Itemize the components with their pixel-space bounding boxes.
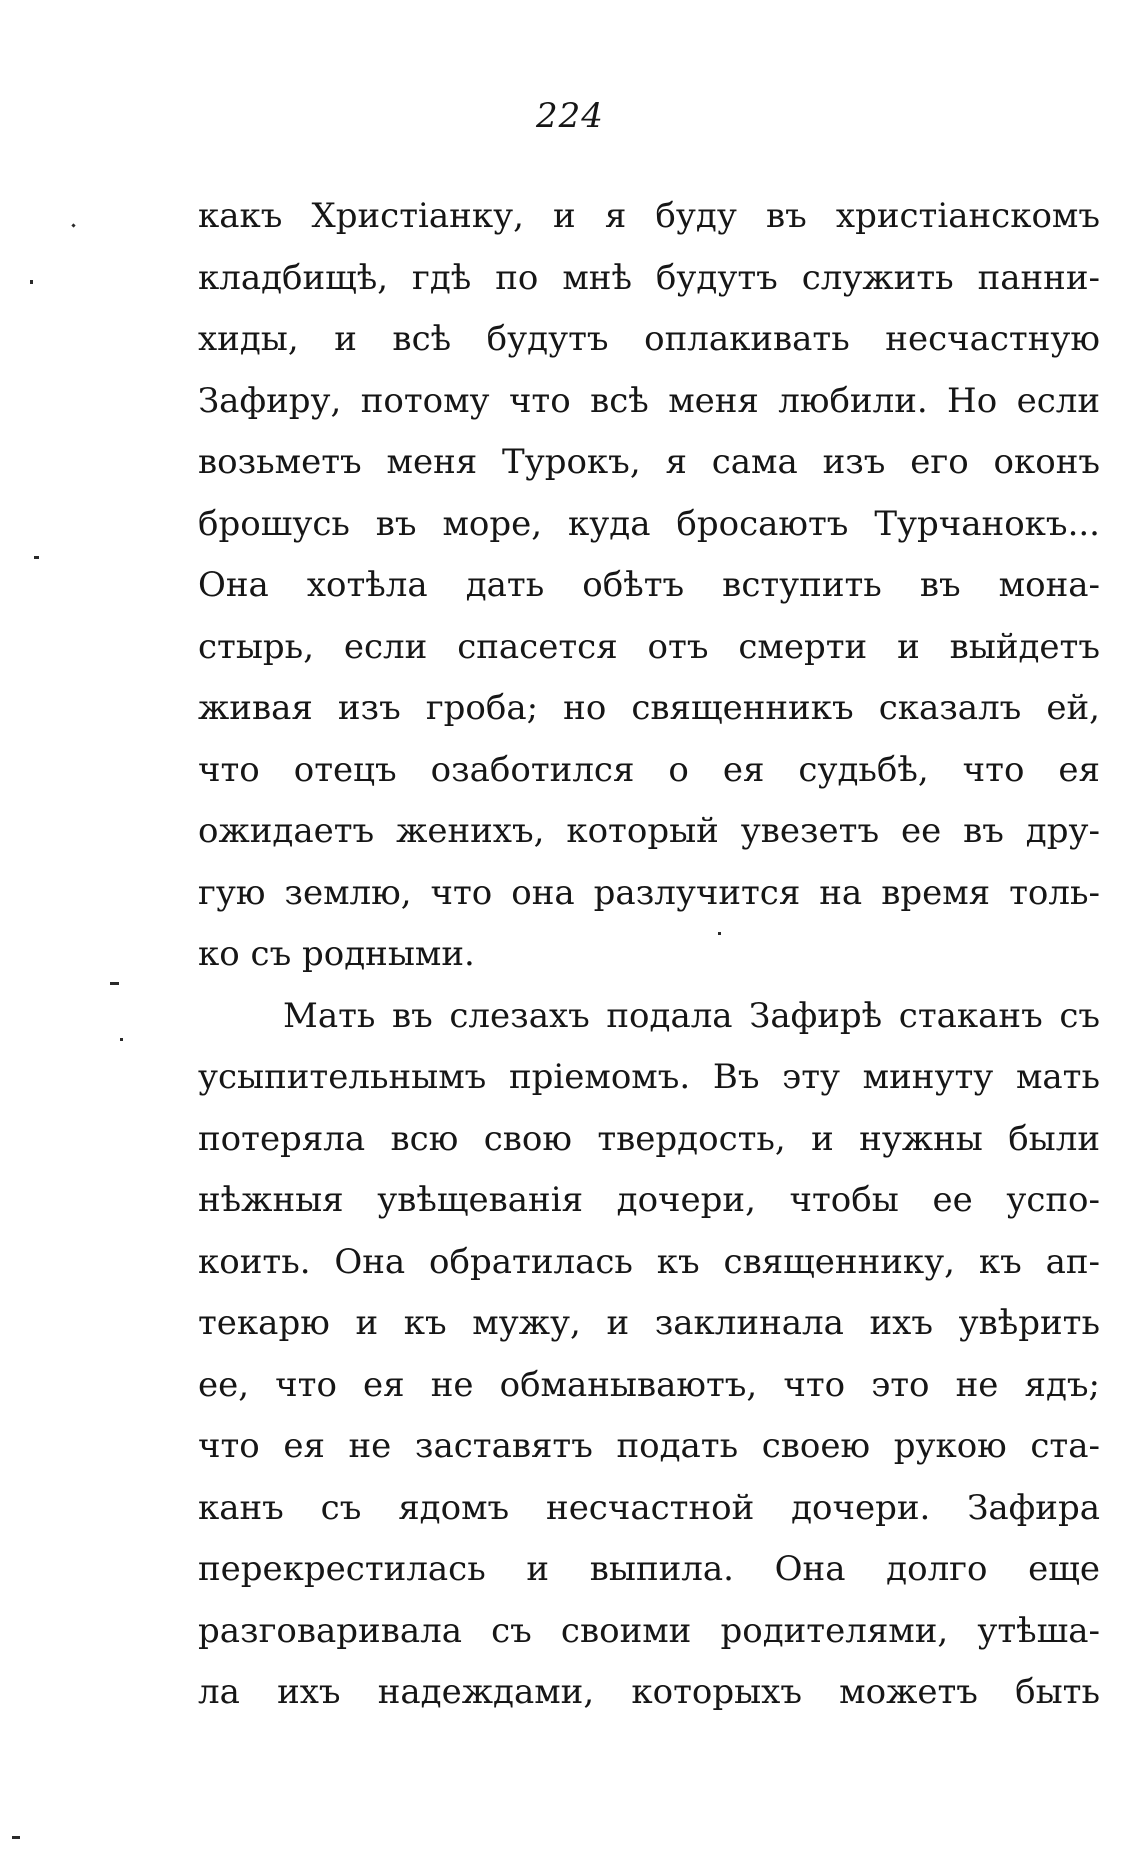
scan-speck bbox=[120, 1038, 123, 1041]
text-line: перекрестилась и выпила. Она долго еще bbox=[198, 1549, 1100, 1589]
text-line: Она хотѣла дать обѣтъ вступить въ мона- bbox=[198, 565, 1100, 605]
page-number: 224 bbox=[536, 96, 604, 136]
text-line: разговаривала съ своими родителями, утѣша- bbox=[198, 1610, 1100, 1651]
paragraph-2 bbox=[198, 986, 1100, 1724]
paragraph-1 bbox=[198, 186, 1100, 986]
text-line: что отецъ озаботился о ея судьбѣ, что ея bbox=[198, 749, 1100, 790]
text-line: ко съ родными. bbox=[198, 934, 475, 974]
text-line: Мать въ слезахъ подала Зафирѣ стаканъ съ bbox=[283, 995, 1100, 1036]
text-line: возьметъ меня Турокъ, я сама изъ его оконъ bbox=[198, 442, 1100, 482]
text-line: брошусь въ море, куда бросаютъ Турчанокъ... bbox=[198, 503, 1100, 544]
text-line: ожидаетъ женихъ, который увезетъ ее въ дру- bbox=[198, 811, 1100, 851]
scan-speck bbox=[71, 223, 75, 227]
scan-speck bbox=[718, 932, 721, 935]
body-text bbox=[198, 186, 1100, 1724]
text-line: гую землю, что она разлучится на время толь- bbox=[198, 872, 1100, 913]
scan-speck bbox=[30, 280, 33, 284]
text-line: ла ихъ надеждами, которыхъ можетъ быть bbox=[198, 1672, 1100, 1712]
text-line: коить. Она обратилась къ священнику, къ ап- bbox=[198, 1241, 1100, 1282]
text-line: потеряла всю свою твердость, и нужны были bbox=[198, 1118, 1100, 1159]
text-line: хиды, и всѣ будутъ оплакивать несчастную bbox=[198, 319, 1100, 359]
text-line: кладбищѣ, гдѣ по мнѣ будутъ служить панни- bbox=[198, 257, 1100, 298]
text-line: Зафиру, потому что всѣ меня любили. Но если bbox=[198, 380, 1100, 421]
text-line: живая изъ гроба; но священникъ сказалъ ей, bbox=[198, 688, 1100, 728]
text-line: канъ съ ядомъ несчастной дочери. Зафира bbox=[198, 1487, 1100, 1528]
scan-speck bbox=[110, 982, 119, 985]
scan-speck bbox=[12, 1836, 20, 1839]
text-line: нѣжныя увѣщеванія дочери, чтобы ее успо- bbox=[198, 1180, 1100, 1220]
text-line: текарю и къ мужу, и заклинала ихъ увѣрить bbox=[198, 1303, 1100, 1343]
text-line: что ея не заставятъ подать своею рукою ста- bbox=[198, 1426, 1100, 1466]
text-line: ее, что ея не обманываютъ, что это не ядъ; bbox=[198, 1364, 1100, 1405]
text-line: стырь, если спасется отъ смерти и выйдетъ bbox=[198, 626, 1100, 667]
scan-speck bbox=[34, 556, 39, 559]
text-line: усыпительнымъ пріемомъ. Въ эту минуту мать bbox=[198, 1057, 1100, 1097]
text-line: какъ Христіанку, и я буду въ христіанскомъ bbox=[198, 196, 1100, 236]
